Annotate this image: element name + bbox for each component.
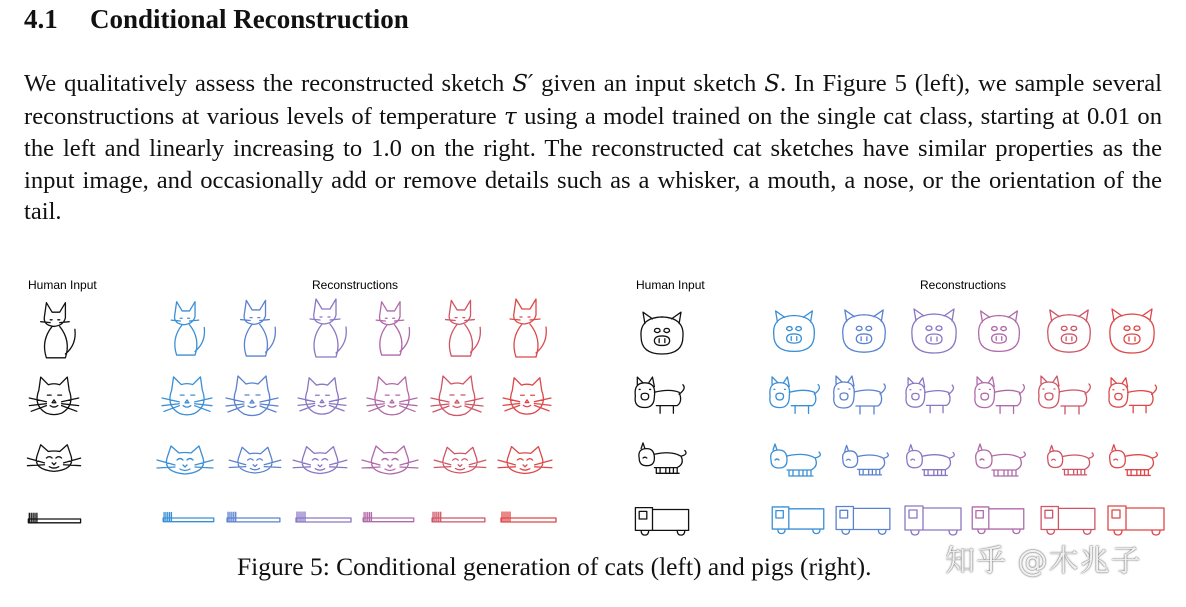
figure-caption: Figure 5: Conditional generation of cats (left) and pigs (right). <box>237 552 872 581</box>
pig-reconstruction-truck-3 <box>905 506 961 535</box>
math-s-prime: S′ <box>512 71 534 97</box>
pig-reconstruction-pig-small-2 <box>843 445 889 474</box>
pig-reconstruction-pig-face-2 <box>843 310 886 352</box>
cat-input-cat-face-wide <box>27 445 80 472</box>
cat-reconstruction-toothbrush-6 <box>501 512 556 522</box>
paragraph-text-3: . In Figure 5 (left), we sample several reconstructions at various levels of temperature <box>24 70 1162 130</box>
paragraph-text-4: using a model trained on the single cat class, starting at 0.01 on the left and linearly increasing to 1.0 on the right. The reconstructed cat sketches have similar properties as the input image, and occasionally add or remove details such as a whisker, a mouth, a nose, or the orientation of the tail. <box>24 102 1162 225</box>
pig-input-pig-body <box>635 377 684 413</box>
paragraph-text-2: given an input sketch <box>533 70 765 97</box>
pig-reconstruction-pig-small-6 <box>1110 445 1158 476</box>
left-human-input-label: Human Input <box>28 278 97 292</box>
cat-reconstruction-cat-face-3 <box>298 378 346 414</box>
pig-reconstruction-pig-body-4 <box>975 377 1025 413</box>
body-paragraph <box>24 68 1162 228</box>
cat-reconstruction-cat-face-wide-4 <box>362 446 418 474</box>
cat-reconstruction-cat-face-wide-1 <box>157 446 213 474</box>
cat-reconstruction-cat-face-1 <box>162 377 212 415</box>
cat-reconstruction-cat-face-2 <box>226 376 278 416</box>
section-number: 4.1 <box>24 4 58 34</box>
cat-input-cat-sitting <box>41 303 75 358</box>
pig-reconstruction-pig-small-3 <box>907 445 955 476</box>
section-heading <box>24 4 409 35</box>
cat-reconstruction-cat-face-wide-3 <box>293 447 347 474</box>
cat-reconstruction-cat-face-6 <box>503 378 551 414</box>
math-tau: τ <box>504 103 517 130</box>
pig-reconstruction-pig-body-6 <box>1109 378 1156 413</box>
cat-reconstruction-cat-sitting-6 <box>510 299 546 357</box>
pig-reconstruction-pig-face-6 <box>1110 309 1154 353</box>
section-title: Conditional Reconstruction <box>90 4 409 34</box>
cat-reconstruction-cat-face-wide-2 <box>229 447 281 473</box>
pig-reconstruction-pig-body-1 <box>770 377 820 413</box>
cat-reconstruction-cat-sitting-5 <box>446 300 481 356</box>
cat-reconstruction-toothbrush-4 <box>363 512 414 521</box>
pig-reconstruction-pig-body-2 <box>834 376 886 414</box>
pig-reconstruction-pig-face-3 <box>912 309 956 353</box>
pig-reconstruction-pig-face-4 <box>979 311 1020 351</box>
sketch-grid <box>0 295 1186 545</box>
left-reconstructions-label: Reconstructions <box>312 278 399 292</box>
pig-reconstruction-pig-face-5 <box>1048 310 1091 352</box>
pig-reconstruction-pig-small-4 <box>976 444 1026 476</box>
pig-input-pig-small <box>639 443 686 473</box>
pig-reconstruction-pig-body-3 <box>906 378 953 413</box>
pig-reconstruction-pig-body-5 <box>1039 376 1091 414</box>
paragraph-text-1: We qualitatively assess the reconstructed sketch <box>24 70 513 97</box>
cat-reconstruction-cat-face-4 <box>367 377 417 415</box>
pig-reconstruction-truck-6 <box>1108 506 1164 535</box>
right-human-input-label: Human Input <box>636 278 705 292</box>
cat-reconstruction-cat-face-wide-5 <box>434 447 486 473</box>
pig-reconstruction-truck-5 <box>1041 506 1095 534</box>
pig-input-truck <box>635 508 688 536</box>
watermark: 知乎 @木兆子 <box>945 544 1142 579</box>
cat-reconstruction-toothbrush-2 <box>227 512 280 522</box>
pig-reconstruction-truck-1 <box>772 507 824 534</box>
pig-reconstruction-truck-2 <box>836 506 890 534</box>
cat-reconstruction-cat-sitting-3 <box>310 299 346 357</box>
cat-reconstruction-cat-sitting-2 <box>241 300 276 356</box>
cat-reconstruction-cat-sitting-1 <box>171 302 204 355</box>
cat-reconstruction-cat-face-wide-6 <box>498 447 552 474</box>
pig-reconstruction-pig-small-1 <box>771 444 821 476</box>
cat-input-toothbrush <box>28 513 80 523</box>
cat-input-cat-face <box>29 377 78 415</box>
pig-reconstruction-pig-small-5 <box>1048 445 1094 474</box>
cat-reconstruction-toothbrush-1 <box>163 512 214 521</box>
pig-input-pig-face <box>641 312 683 354</box>
cat-reconstruction-toothbrush-3 <box>296 512 351 522</box>
cat-reconstruction-toothbrush-5 <box>432 512 485 522</box>
cat-reconstruction-cat-face-5 <box>431 376 483 416</box>
right-reconstructions-label: Reconstructions <box>920 278 1007 292</box>
pig-reconstruction-pig-face-1 <box>774 311 815 351</box>
math-s: S <box>764 71 780 97</box>
pig-reconstruction-truck-4 <box>972 507 1024 534</box>
cat-reconstruction-cat-sitting-4 <box>376 302 409 355</box>
